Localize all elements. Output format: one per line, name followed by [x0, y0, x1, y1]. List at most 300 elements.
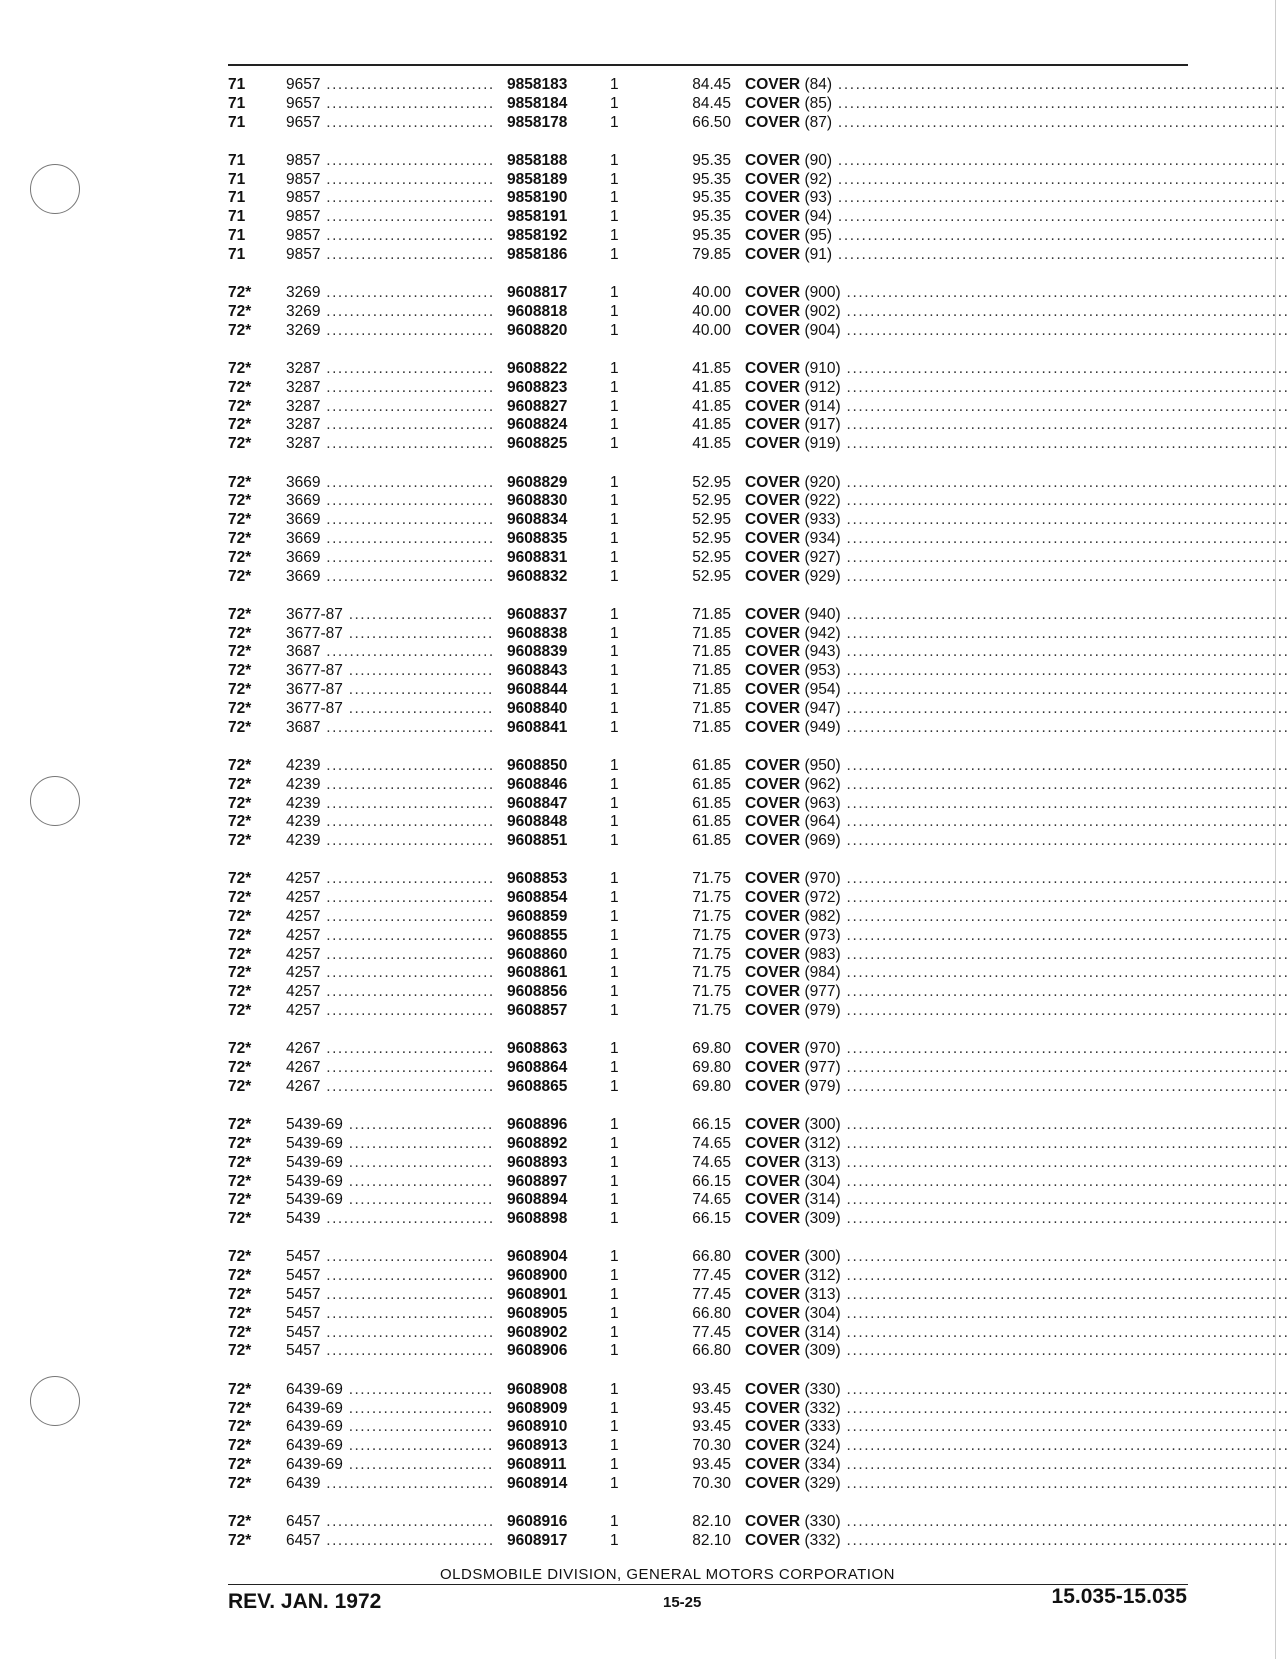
description-cell: [745, 530, 1287, 549]
description-cell: [745, 1418, 1287, 1437]
parts-group: [228, 606, 1193, 738]
description-text: COVER: [745, 1077, 801, 1095]
part-number-cell: 9608904: [507, 1248, 568, 1266]
model-cell: 6439-69 .....: [286, 1400, 494, 1419]
description-text: COVER: [745, 321, 801, 339]
description-cell: [745, 870, 1287, 889]
trim-code: (93): [804, 189, 833, 207]
model-cell: 6439-69 .....: [286, 1381, 494, 1400]
price-cell: 79.85: [692, 245, 731, 263]
year-cell: 72*: [228, 1418, 252, 1436]
trim-code: (963): [804, 794, 841, 812]
trim-code: (942): [804, 624, 841, 642]
year-cell: 72*: [228, 1323, 252, 1341]
price-cell: 66.15: [692, 1210, 731, 1228]
table-row: [228, 208, 1193, 227]
trim-code: (927): [804, 548, 841, 566]
model-cell: 9657 .....: [286, 114, 494, 133]
part-number-cell: 9608831: [507, 548, 568, 566]
quantity-cell: 1: [610, 832, 619, 850]
trim-code: (940): [804, 605, 841, 623]
price-cell: 71.85: [692, 718, 731, 736]
price-cell: 95.35: [692, 151, 731, 169]
part-number-cell: 9608854: [507, 889, 568, 907]
model-cell: 3287 .....: [286, 398, 494, 417]
description-cell: [745, 1286, 1287, 1305]
table-row: [228, 1210, 1193, 1229]
quantity-cell: 1: [610, 227, 619, 245]
trim-code: (312): [804, 1267, 841, 1285]
description-cell: [745, 152, 1287, 171]
quantity-cell: 1: [610, 624, 619, 642]
price-cell: 77.45: [692, 1286, 731, 1304]
description-text: COVER: [745, 1267, 801, 1285]
trim-code: (85): [804, 94, 833, 112]
year-cell: 72*: [228, 870, 252, 888]
quantity-cell: 1: [610, 1153, 619, 1171]
trim-code: (84): [804, 76, 833, 93]
header-rule: [228, 64, 1188, 66]
description-cell: [745, 889, 1287, 908]
price-cell: 95.35: [692, 170, 731, 188]
year-cell: 72*: [228, 643, 252, 661]
trim-code: (95): [804, 227, 833, 245]
part-number-cell: 9608909: [507, 1399, 568, 1417]
trim-code: (330): [804, 1380, 841, 1398]
description-cell: [745, 927, 1287, 946]
description-text: COVER: [745, 832, 801, 850]
description-cell: [745, 795, 1287, 814]
description-text: COVER: [745, 113, 801, 131]
description-text: COVER: [745, 227, 801, 245]
trim-code: (330): [804, 1513, 841, 1530]
table-row: [228, 530, 1193, 549]
description-cell: [745, 1154, 1287, 1173]
quantity-cell: 1: [610, 1040, 619, 1058]
model-cell: 5439-69 .....: [286, 1191, 494, 1210]
description-cell: [745, 227, 1287, 246]
model-cell: 5439-69 .....: [286, 1173, 494, 1192]
description-text: COVER: [745, 1059, 801, 1077]
year-cell: 72*: [228, 1248, 252, 1266]
trim-code: (900): [804, 284, 841, 302]
trim-code: (922): [804, 492, 841, 510]
year-cell: 72*: [228, 284, 252, 302]
description-text: COVER: [745, 284, 801, 302]
quantity-cell: 1: [610, 492, 619, 510]
model-cell: 5457 .....: [286, 1267, 494, 1286]
description-cell: [745, 1475, 1287, 1494]
description-text: COVER: [745, 378, 801, 396]
table-row: [228, 416, 1193, 435]
description-cell: [745, 1116, 1287, 1135]
model-cell: 4267 .....: [286, 1040, 494, 1059]
footer-corporation: OLDSMOBILE DIVISION, GENERAL MOTORS CORPORATION: [440, 1566, 895, 1583]
description-cell: [745, 398, 1287, 417]
price-cell: 71.85: [692, 624, 731, 642]
model-cell: 4239 .....: [286, 757, 494, 776]
footer-section-code: 15.035-15.035: [1051, 1585, 1187, 1608]
table-row: [228, 832, 1193, 851]
description-cell: [745, 379, 1287, 398]
model-cell: 3677-87 .....: [286, 681, 494, 700]
year-cell: 72*: [228, 605, 252, 623]
part-number-cell: 9858190: [507, 189, 568, 207]
year-cell: 72*: [228, 416, 252, 434]
table-row: [228, 474, 1193, 493]
table-row: [228, 1381, 1193, 1400]
part-number-cell: 9608835: [507, 529, 568, 547]
table-row: [228, 1040, 1193, 1059]
quantity-cell: 1: [610, 170, 619, 188]
price-cell: 74.65: [692, 1191, 731, 1209]
year-cell: 71: [228, 245, 246, 263]
trim-code: (314): [804, 1191, 841, 1209]
year-cell: 72*: [228, 1304, 252, 1322]
trim-code: (964): [804, 813, 841, 831]
trim-code: (919): [804, 435, 841, 453]
trim-code: (949): [804, 718, 841, 736]
quantity-cell: 1: [610, 1286, 619, 1304]
trim-code: (90): [804, 151, 833, 169]
year-cell: 72*: [228, 964, 252, 982]
description-text: COVER: [745, 1153, 801, 1171]
price-cell: 95.35: [692, 227, 731, 245]
year-cell: 71: [228, 151, 246, 169]
quantity-cell: 1: [610, 643, 619, 661]
price-cell: 69.80: [692, 1077, 731, 1095]
description-text: COVER: [745, 1134, 801, 1152]
table-row: [228, 1475, 1193, 1494]
quantity-cell: 1: [610, 662, 619, 680]
table-row: [228, 303, 1193, 322]
table-row: [228, 1154, 1193, 1173]
year-cell: 72*: [228, 794, 252, 812]
year-cell: 72*: [228, 945, 252, 963]
part-number-cell: 9608861: [507, 964, 568, 982]
price-cell: 71.75: [692, 964, 731, 982]
quantity-cell: 1: [610, 1380, 619, 1398]
year-cell: 72*: [228, 1399, 252, 1417]
price-cell: 61.85: [692, 794, 731, 812]
part-number-cell: 9608823: [507, 378, 568, 396]
part-number-cell: 9608902: [507, 1323, 568, 1341]
description-cell: [745, 946, 1287, 965]
description-cell: [745, 964, 1287, 983]
table-row: [228, 1059, 1193, 1078]
year-cell: 72*: [228, 1380, 252, 1398]
year-cell: 72*: [228, 756, 252, 774]
year-cell: 71: [228, 170, 246, 188]
model-cell: 4239 .....: [286, 832, 494, 851]
price-cell: 41.85: [692, 397, 731, 415]
year-cell: 72*: [228, 1040, 252, 1058]
model-cell: 3269 .....: [286, 303, 494, 322]
model-cell: 5439-69 .....: [286, 1116, 494, 1135]
part-number-cell: 9858184: [507, 94, 568, 112]
price-cell: 71.85: [692, 643, 731, 661]
year-cell: 72*: [228, 435, 252, 453]
model-cell: 5457 .....: [286, 1248, 494, 1267]
binder-hole-middle: [30, 776, 80, 826]
year-cell: 72*: [228, 926, 252, 944]
model-cell: 4257 .....: [286, 983, 494, 1002]
part-number-cell: 9608911: [507, 1455, 567, 1473]
part-number-cell: 9608829: [507, 473, 568, 491]
part-number-cell: 9608857: [507, 1001, 568, 1019]
parts-group: [228, 1248, 1193, 1361]
parts-group: [228, 1040, 1193, 1096]
description-cell: [745, 303, 1287, 322]
year-cell: 72*: [228, 511, 252, 529]
description-text: COVER: [745, 1286, 801, 1304]
price-cell: 66.80: [692, 1248, 731, 1266]
description-text: COVER: [745, 416, 801, 434]
model-cell: 6457 .....: [286, 1513, 494, 1532]
parts-group: [228, 757, 1193, 851]
model-cell: 6439 .....: [286, 1475, 494, 1494]
trim-code: (943): [804, 643, 841, 661]
part-number-cell: 9608832: [507, 567, 568, 585]
model-cell: 4257 .....: [286, 927, 494, 946]
table-row: [228, 1437, 1193, 1456]
price-cell: 40.00: [692, 284, 731, 302]
quantity-cell: 1: [610, 1474, 619, 1492]
part-number-cell: 9858188: [507, 151, 568, 169]
binder-hole-bottom: [30, 1376, 80, 1426]
quantity-cell: 1: [610, 1172, 619, 1190]
model-cell: 3287 .....: [286, 435, 494, 454]
binder-hole-top: [30, 164, 80, 214]
description-cell: [745, 1513, 1287, 1532]
description-cell: [745, 474, 1287, 493]
part-number-cell: 9608914: [507, 1474, 568, 1492]
description-cell: [745, 568, 1287, 587]
quantity-cell: 1: [610, 94, 619, 112]
part-number-cell: 9858189: [507, 170, 568, 188]
price-cell: 71.75: [692, 889, 731, 907]
trim-code: (979): [804, 1001, 841, 1019]
description-text: COVER: [745, 624, 801, 642]
part-number-cell: 9608859: [507, 907, 568, 925]
year-cell: 72*: [228, 1059, 252, 1077]
year-cell: 72*: [228, 492, 252, 510]
description-cell: [745, 435, 1287, 454]
table-row: [228, 1305, 1193, 1324]
part-number-cell: 9608839: [507, 643, 568, 661]
year-cell: 72*: [228, 775, 252, 793]
price-cell: 71.85: [692, 662, 731, 680]
quantity-cell: 1: [610, 926, 619, 944]
model-cell: 9857 .....: [286, 189, 494, 208]
price-cell: 52.95: [692, 548, 731, 566]
quantity-cell: 1: [610, 1210, 619, 1228]
table-row: [228, 189, 1193, 208]
quantity-cell: 1: [610, 1342, 619, 1360]
year-cell: 72*: [228, 321, 252, 339]
quantity-cell: 1: [610, 1059, 619, 1077]
trim-code: (917): [804, 416, 841, 434]
description-text: COVER: [745, 813, 801, 831]
description-text: COVER: [745, 643, 801, 661]
trim-code: (304): [804, 1304, 841, 1322]
model-cell: 5439 .....: [286, 1210, 494, 1229]
price-cell: 95.35: [692, 208, 731, 226]
trim-code: (304): [804, 1172, 841, 1190]
quantity-cell: 1: [610, 1077, 619, 1095]
description-cell: [745, 322, 1287, 341]
model-cell: 4267 .....: [286, 1059, 494, 1078]
description-text: COVER: [745, 1172, 801, 1190]
year-cell: 72*: [228, 624, 252, 642]
model-cell: 3677-87 .....: [286, 662, 494, 681]
year-cell: 72*: [228, 1474, 252, 1492]
table-row: [228, 1173, 1193, 1192]
table-row: [228, 1513, 1193, 1532]
price-cell: 74.65: [692, 1153, 731, 1171]
year-cell: 72*: [228, 1437, 252, 1455]
description-cell: [745, 681, 1287, 700]
model-cell: 3669 .....: [286, 568, 494, 587]
part-number-cell: 9858191: [507, 208, 568, 226]
price-cell: 70.30: [692, 1437, 731, 1455]
table-row: [228, 1191, 1193, 1210]
part-number-cell: 9608822: [507, 360, 568, 378]
table-row: [228, 568, 1193, 587]
table-row: [228, 1400, 1193, 1419]
model-cell: 4257 .....: [286, 870, 494, 889]
price-cell: 71.85: [692, 681, 731, 699]
trim-code: (300): [804, 1116, 841, 1134]
footer-revision: REV. JAN. 1972: [228, 1590, 382, 1613]
description-cell: [745, 643, 1287, 662]
trim-code: (979): [804, 1077, 841, 1095]
part-number-cell: 9858183: [507, 76, 568, 93]
quantity-cell: 1: [610, 548, 619, 566]
table-row: [228, 964, 1193, 983]
description-cell: [745, 757, 1287, 776]
description-text: COVER: [745, 1399, 801, 1417]
table-row: [228, 908, 1193, 927]
model-cell: 3287 .....: [286, 360, 494, 379]
price-cell: 71.75: [692, 907, 731, 925]
description-cell: [745, 1135, 1287, 1154]
description-cell: [745, 208, 1287, 227]
quantity-cell: 1: [610, 302, 619, 320]
price-cell: 52.95: [692, 492, 731, 510]
quantity-cell: 1: [610, 1267, 619, 1285]
trim-code: (982): [804, 907, 841, 925]
description-cell: [745, 1437, 1287, 1456]
year-cell: 72*: [228, 302, 252, 320]
quantity-cell: 1: [610, 529, 619, 547]
price-cell: 71.75: [692, 926, 731, 944]
trim-code: (970): [804, 870, 841, 888]
price-cell: 40.00: [692, 321, 731, 339]
model-cell: 9857 .....: [286, 208, 494, 227]
table-row: [228, 700, 1193, 719]
description-text: COVER: [745, 473, 801, 491]
price-cell: 40.00: [692, 302, 731, 320]
year-cell: 71: [228, 76, 246, 93]
part-number-cell: 9608834: [507, 511, 568, 529]
table-row: [228, 1116, 1193, 1135]
description-cell: [745, 662, 1287, 681]
price-cell: 71.75: [692, 945, 731, 963]
year-cell: 72*: [228, 718, 252, 736]
table-row: [228, 946, 1193, 965]
trim-code: (313): [804, 1286, 841, 1304]
part-number-cell: 9858186: [507, 245, 568, 263]
description-text: COVER: [745, 1380, 801, 1398]
part-number-cell: 9608851: [507, 832, 568, 850]
description-cell: [745, 1173, 1287, 1192]
price-cell: 41.85: [692, 378, 731, 396]
price-cell: 66.50: [692, 113, 731, 131]
description-cell: [745, 832, 1287, 851]
parts-group: [228, 870, 1193, 1020]
table-row: [228, 719, 1193, 738]
description-text: COVER: [745, 1323, 801, 1341]
year-cell: 72*: [228, 360, 252, 378]
parts-group: [228, 1381, 1193, 1494]
trim-code: (300): [804, 1248, 841, 1266]
year-cell: 72*: [228, 1286, 252, 1304]
description-cell: [745, 171, 1287, 190]
part-number-cell: 9608908: [507, 1380, 568, 1398]
trim-code: (969): [804, 832, 841, 850]
trim-code: (950): [804, 756, 841, 774]
footer-rule: [228, 1584, 1188, 1585]
model-cell: 3287 .....: [286, 416, 494, 435]
table-row: [228, 813, 1193, 832]
trim-code: (954): [804, 681, 841, 699]
year-cell: 72*: [228, 1513, 252, 1530]
description-text: COVER: [745, 511, 801, 529]
model-cell: 9857 .....: [286, 227, 494, 246]
model-cell: 4257 .....: [286, 1002, 494, 1021]
model-cell: 9657 .....: [286, 95, 494, 114]
description-text: COVER: [745, 435, 801, 453]
price-cell: 52.95: [692, 529, 731, 547]
quantity-cell: 1: [610, 113, 619, 131]
table-row: [228, 1532, 1193, 1551]
quantity-cell: 1: [610, 321, 619, 339]
part-number-cell: 9608817: [507, 284, 568, 302]
trim-code: (984): [804, 964, 841, 982]
year-cell: 72*: [228, 1134, 252, 1152]
quantity-cell: 1: [610, 718, 619, 736]
quantity-cell: 1: [610, 1323, 619, 1341]
description-cell: [745, 511, 1287, 530]
quantity-cell: 1: [610, 1134, 619, 1152]
table-row: [228, 625, 1193, 644]
part-number-cell: 9608894: [507, 1191, 568, 1209]
quantity-cell: 1: [610, 870, 619, 888]
model-cell: 9857 .....: [286, 171, 494, 190]
description-text: COVER: [745, 567, 801, 585]
part-number-cell: 9608896: [507, 1116, 568, 1134]
price-cell: 71.75: [692, 983, 731, 1001]
description-text: COVER: [745, 1040, 801, 1058]
model-cell: 4239 .....: [286, 795, 494, 814]
year-cell: 72*: [228, 397, 252, 415]
price-cell: 52.95: [692, 473, 731, 491]
table-row: [228, 360, 1193, 379]
table-row: [228, 1342, 1193, 1361]
part-number-cell: 9608824: [507, 416, 568, 434]
description-cell: [745, 700, 1287, 719]
